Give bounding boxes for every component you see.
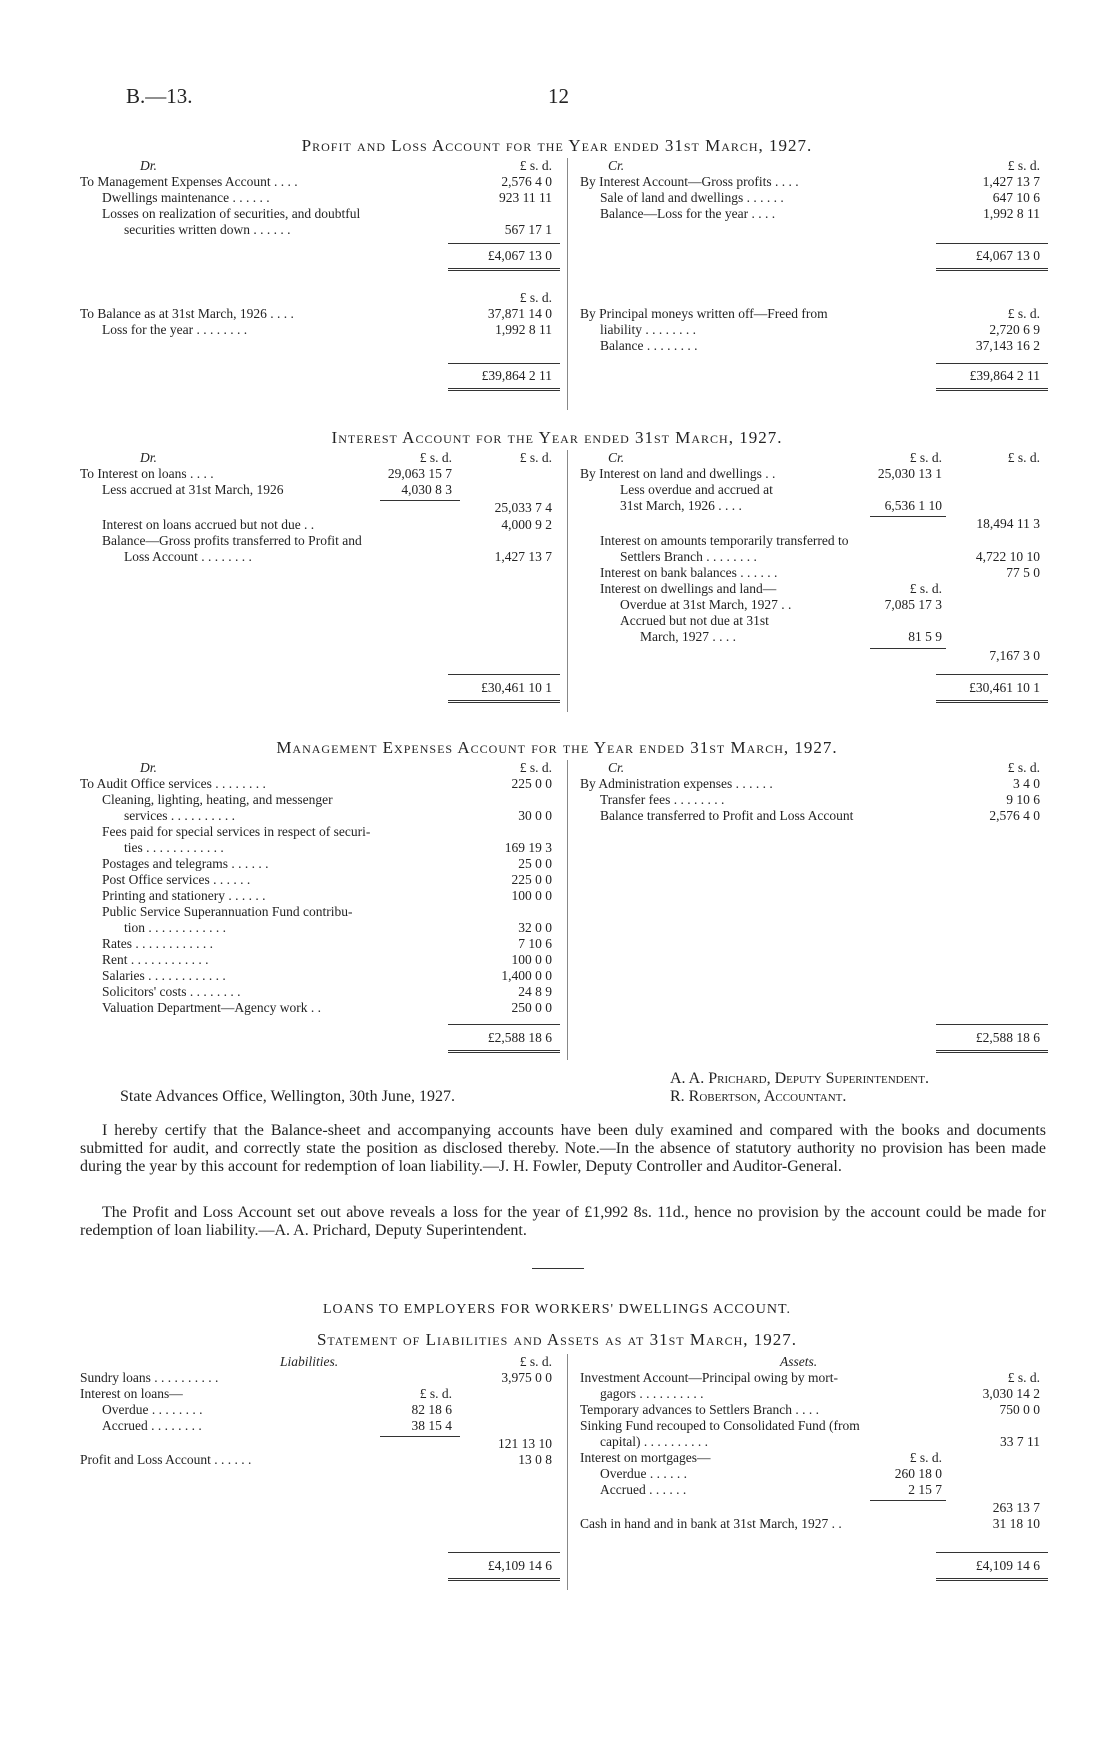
rule <box>936 243 1048 244</box>
amount: 2,720 6 9 <box>989 322 1040 337</box>
list-item: March, 1927 . . . . <box>640 629 736 644</box>
list-item: Less overdue and accrued at <box>620 482 773 497</box>
amount: 33 7 11 <box>1000 1434 1040 1449</box>
dr-label: Dr. <box>140 450 157 465</box>
amount: 25 0 0 <box>518 856 552 871</box>
amount: 263 13 7 <box>992 1500 1040 1515</box>
total: £2,588 18 6 <box>975 1030 1040 1045</box>
signoff-sig1: A. A. Prichard, Deputy Superintendent. <box>670 1070 929 1087</box>
double-rule <box>448 1050 560 1053</box>
list-item: Sinking Fund recouped to Consolidated Fund (from <box>580 1418 860 1433</box>
list-item: Postages and telegrams . . . . . . <box>102 856 269 871</box>
lsd-header: £ s. d. <box>1007 760 1040 775</box>
list-item: To Management Expenses Account . . . . <box>80 174 298 189</box>
me-title: Management Expenses Account for the Year ended 31st March, 1927. <box>276 738 838 757</box>
amount: 567 17 1 <box>504 222 552 237</box>
list-item: Dwellings maintenance . . . . . . <box>102 190 270 205</box>
list-item: Cleaning, lighting, heating, and messenger <box>102 792 333 807</box>
rule <box>448 674 560 675</box>
liabilities-label: Liabilities. <box>280 1354 339 1369</box>
list-item: Interest on dwellings and land— <box>600 581 777 596</box>
loans-statement <box>80 1354 1050 1594</box>
rule <box>380 500 460 501</box>
lsd-header: £ s. d. <box>909 1450 942 1465</box>
list-item: Overdue . . . . . . <box>600 1466 687 1481</box>
dr-label: Dr. <box>140 158 157 173</box>
list-item: Public Service Superannuation Fund contribu- <box>102 904 353 919</box>
total: £2,588 18 6 <box>487 1030 552 1045</box>
amount: 1,427 13 7 <box>494 549 552 564</box>
loans-heading: LOANS TO EMPLOYERS FOR WORKERS' DWELLINGS ACCOUNT. <box>322 1302 792 1317</box>
amount: 260 18 0 <box>894 1466 942 1481</box>
amount: 18,494 11 3 <box>976 516 1040 531</box>
amount: 2,576 4 0 <box>989 808 1040 823</box>
center-divider <box>567 450 568 712</box>
amount: 1,992 8 11 <box>983 206 1040 221</box>
list-item: Balance—Gross profits transferred to Profit and <box>102 533 362 548</box>
amount: 6,536 1 10 <box>884 498 942 513</box>
double-rule <box>448 1578 560 1581</box>
amount: 250 0 0 <box>511 1000 552 1015</box>
amount: 9 10 6 <box>1006 792 1040 807</box>
rule <box>870 1500 946 1501</box>
rule <box>448 1552 560 1553</box>
list-item: Cash in hand and in bank at 31st March, 1927 . . <box>580 1516 842 1531</box>
lsd-header: £ s. d. <box>519 760 552 775</box>
list-item: Sundry loans . . . . . . . . . . <box>80 1370 219 1385</box>
list-item: Rent . . . . . . . . . . . . <box>102 952 209 967</box>
amount: 3 4 0 <box>1013 776 1040 791</box>
list-item: Interest on mortgages— <box>580 1450 711 1465</box>
center-divider <box>567 1354 568 1590</box>
note-paragraph: The Profit and Loss Account set out above reveals a loss for the year of £1,992 8s. 11d., hence no provision by the account could be made for redemption of loan liability.—A. A. Prichard, Deputy Superintendent. <box>80 1204 1046 1239</box>
rule <box>936 674 1048 675</box>
lsd-header: £ s. d. <box>1007 450 1040 465</box>
rule <box>380 1436 460 1437</box>
total: £4,067 13 0 <box>975 248 1040 263</box>
double-rule <box>448 700 560 703</box>
lsd-header: £ s. d. <box>419 450 452 465</box>
certificate-paragraph: I hereby certify that the Balance-sheet and accompanying accounts have been duly examined and compared with the books and documents submitted for audit, and correctly state the position as disclosed thereby. Note.—In the absence of statutory authority no provision has been made during the year by this account for redemption of loan liability.—J. H. Fowler, Deputy Controller and Auditor-General. <box>80 1122 1046 1175</box>
lsd-header: £ s. d. <box>419 1386 452 1401</box>
amount: 4,030 8 3 <box>401 482 452 497</box>
cr-label: Cr. <box>608 450 625 465</box>
amount: 3,030 14 2 <box>982 1386 1040 1401</box>
list-item: Profit and Loss Account . . . . . . <box>80 1452 252 1467</box>
amount: 225 0 0 <box>511 776 552 791</box>
list-item: ties . . . . . . . . . . . . <box>124 840 224 855</box>
loans-title: Statement of Liabilities and Assets as at 31st March, 1927. <box>316 1330 798 1349</box>
double-rule <box>936 1050 1048 1053</box>
assets-label: Assets. <box>780 1354 818 1369</box>
amount: 2 15 7 <box>908 1482 942 1497</box>
double-rule <box>448 268 560 271</box>
dr-label: Dr. <box>140 760 157 775</box>
list-item: services . . . . . . . . . . <box>124 808 235 823</box>
list-item: Rates . . . . . . . . . . . . <box>102 936 213 951</box>
double-rule <box>936 388 1048 391</box>
cr-label: Cr. <box>608 158 625 173</box>
list-item: Interest on loans accrued but not due . . <box>102 517 315 532</box>
list-item: Investment Account—Principal owing by mort- <box>580 1370 838 1385</box>
total: £30,461 10 1 <box>969 680 1040 695</box>
amount: 24 8 9 <box>518 984 552 999</box>
list-item: 31st March, 1926 . . . . <box>620 498 742 513</box>
amount: 77 5 0 <box>1006 565 1040 580</box>
amount: 13 0 8 <box>518 1452 552 1467</box>
list-item: Fees paid for special services in respect of securi- <box>102 824 371 839</box>
total: £39,864 2 11 <box>969 368 1040 383</box>
list-item: Settlers Branch . . . . . . . . <box>620 549 757 564</box>
list-item: By Interest Account—Gross profits . . . . <box>580 174 799 189</box>
amount: 100 0 0 <box>511 888 552 903</box>
amount: 1,400 0 0 <box>501 968 552 983</box>
amount: 81 5 9 <box>908 629 942 644</box>
total: £4,109 14 6 <box>975 1558 1040 1573</box>
ia-account <box>80 450 1050 710</box>
amount: 3,975 0 0 <box>501 1370 552 1385</box>
list-item: Interest on amounts temporarily transferred to <box>600 533 849 548</box>
amount: 37,871 14 0 <box>487 306 552 321</box>
rule <box>448 1024 560 1025</box>
list-item: Valuation Department—Agency work . . <box>102 1000 321 1015</box>
amount: 225 0 0 <box>511 872 552 887</box>
amount: 25,030 13 1 <box>877 466 942 481</box>
total: £4,109 14 6 <box>487 1558 552 1573</box>
rule <box>448 243 560 244</box>
amount: 2,576 4 0 <box>501 174 552 189</box>
list-item: tion . . . . . . . . . . . . <box>124 920 227 935</box>
lsd-header: £ s. d. <box>519 1354 552 1369</box>
amount: 7,085 17 3 <box>884 597 942 612</box>
list-item: gagors . . . . . . . . . . <box>600 1386 704 1401</box>
amount: 169 19 3 <box>504 840 552 855</box>
list-item: To Audit Office services . . . . . . . . <box>80 776 266 791</box>
double-rule <box>448 388 560 391</box>
list-item: Solicitors' costs . . . . . . . . <box>102 984 241 999</box>
double-rule <box>936 1578 1048 1581</box>
amount: 25,033 7 4 <box>494 500 552 515</box>
amount: 7 10 6 <box>518 936 552 951</box>
pl-account <box>80 158 1050 408</box>
amount: 647 10 6 <box>992 190 1040 205</box>
center-divider <box>567 158 568 410</box>
list-item: To Balance as at 31st March, 1926 . . . . <box>80 306 294 321</box>
amount: 82 18 6 <box>411 1402 452 1417</box>
pl-title: Profit and Loss Account for the Year ended 31st March, 1927. <box>301 136 813 155</box>
amount: 4,722 10 10 <box>975 549 1040 564</box>
amount: 29,063 15 7 <box>387 466 452 481</box>
list-item: Accrued but not due at 31st <box>620 613 769 628</box>
amount: 100 0 0 <box>511 952 552 967</box>
amount: 121 13 10 <box>498 1436 552 1451</box>
list-item: Printing and stationery . . . . . . <box>102 888 266 903</box>
rule <box>936 1024 1048 1025</box>
rule <box>870 516 946 517</box>
list-item: By Principal moneys written off—Freed from <box>580 306 828 321</box>
lsd-header: £ s. d. <box>1007 306 1040 321</box>
signoff-place: State Advances Office, Wellington, 30th June, 1927. <box>120 1088 455 1105</box>
amount: 4,000 9 2 <box>501 517 552 532</box>
amount: 32 0 0 <box>518 920 552 935</box>
list-item: Overdue . . . . . . . . <box>102 1402 203 1417</box>
list-item: Temporary advances to Settlers Branch . . . . <box>580 1402 819 1417</box>
amount: 38 15 4 <box>411 1418 452 1433</box>
rule <box>448 363 560 364</box>
list-item: Post Office services . . . . . . <box>102 872 251 887</box>
lsd-header: £ s. d. <box>909 450 942 465</box>
ia-title: Interest Account for the Year ended 31st March, 1927. <box>331 428 783 447</box>
rule <box>936 1552 1048 1553</box>
double-rule <box>936 700 1048 703</box>
lsd-header: £ s. d. <box>519 450 552 465</box>
lsd-header: £ s. d. <box>519 290 552 305</box>
list-item: Balance transferred to Profit and Loss Account <box>600 808 854 823</box>
lsd-header: £ s. d. <box>909 581 942 596</box>
list-item: Sale of land and dwellings . . . . . . <box>600 190 784 205</box>
amount: 1,427 13 7 <box>982 174 1040 189</box>
list-item: Losses on realization of securities, and doubtful <box>102 206 361 221</box>
list-item: Balance—Loss for the year . . . . <box>600 206 776 221</box>
total: £39,864 2 11 <box>481 368 552 383</box>
list-item: By Administration expenses . . . . . . <box>580 776 773 791</box>
double-rule <box>936 268 1048 271</box>
amount: 1,992 8 11 <box>495 322 552 337</box>
list-item: Accrued . . . . . . . . <box>102 1418 202 1433</box>
amount: 31 18 10 <box>992 1516 1040 1531</box>
total: £30,461 10 1 <box>481 680 552 695</box>
list-item: Interest on bank balances . . . . . . <box>600 565 778 580</box>
me-account <box>80 760 1050 1060</box>
cr-label: Cr. <box>608 760 625 775</box>
list-item: To Interest on loans . . . . <box>80 466 214 481</box>
list-item: Interest on loans— <box>80 1386 183 1401</box>
list-item: securities written down . . . . . . <box>124 222 291 237</box>
lsd-header: £ s. d. <box>519 158 552 173</box>
list-item: By Interest on land and dwellings . . <box>580 466 776 481</box>
list-item: liability . . . . . . . . <box>600 322 696 337</box>
list-item: capital) . . . . . . . . . . <box>600 1434 708 1449</box>
list-item: Loss Account . . . . . . . . <box>124 549 252 564</box>
list-item: Transfer fees . . . . . . . . <box>600 792 725 807</box>
signoff-sig2: R. Robertson, Accountant. <box>670 1088 847 1105</box>
list-item: Accrued . . . . . . <box>600 1482 687 1497</box>
list-item: Less accrued at 31st March, 1926 <box>102 482 284 497</box>
rule <box>936 363 1048 364</box>
page-ref: B.—13. <box>126 84 193 108</box>
list-item: Loss for the year . . . . . . . . <box>102 322 248 337</box>
section-divider <box>532 1268 584 1269</box>
amount: 30 0 0 <box>518 808 552 823</box>
list-item: Balance . . . . . . . . <box>600 338 698 353</box>
lsd-header: £ s. d. <box>1007 158 1040 173</box>
page-number: 12 <box>548 84 569 108</box>
center-divider <box>567 760 568 1060</box>
rule <box>870 648 946 649</box>
amount: 7,167 3 0 <box>989 648 1040 663</box>
total: £4,067 13 0 <box>487 248 552 263</box>
amount: 923 11 11 <box>499 190 552 205</box>
lsd-header: £ s. d. <box>1007 1370 1040 1385</box>
list-item: Overdue at 31st March, 1927 . . <box>620 597 792 612</box>
list-item: Salaries . . . . . . . . . . . . <box>102 968 226 983</box>
amount: 37,143 16 2 <box>975 338 1040 353</box>
amount: 750 0 0 <box>999 1402 1040 1417</box>
